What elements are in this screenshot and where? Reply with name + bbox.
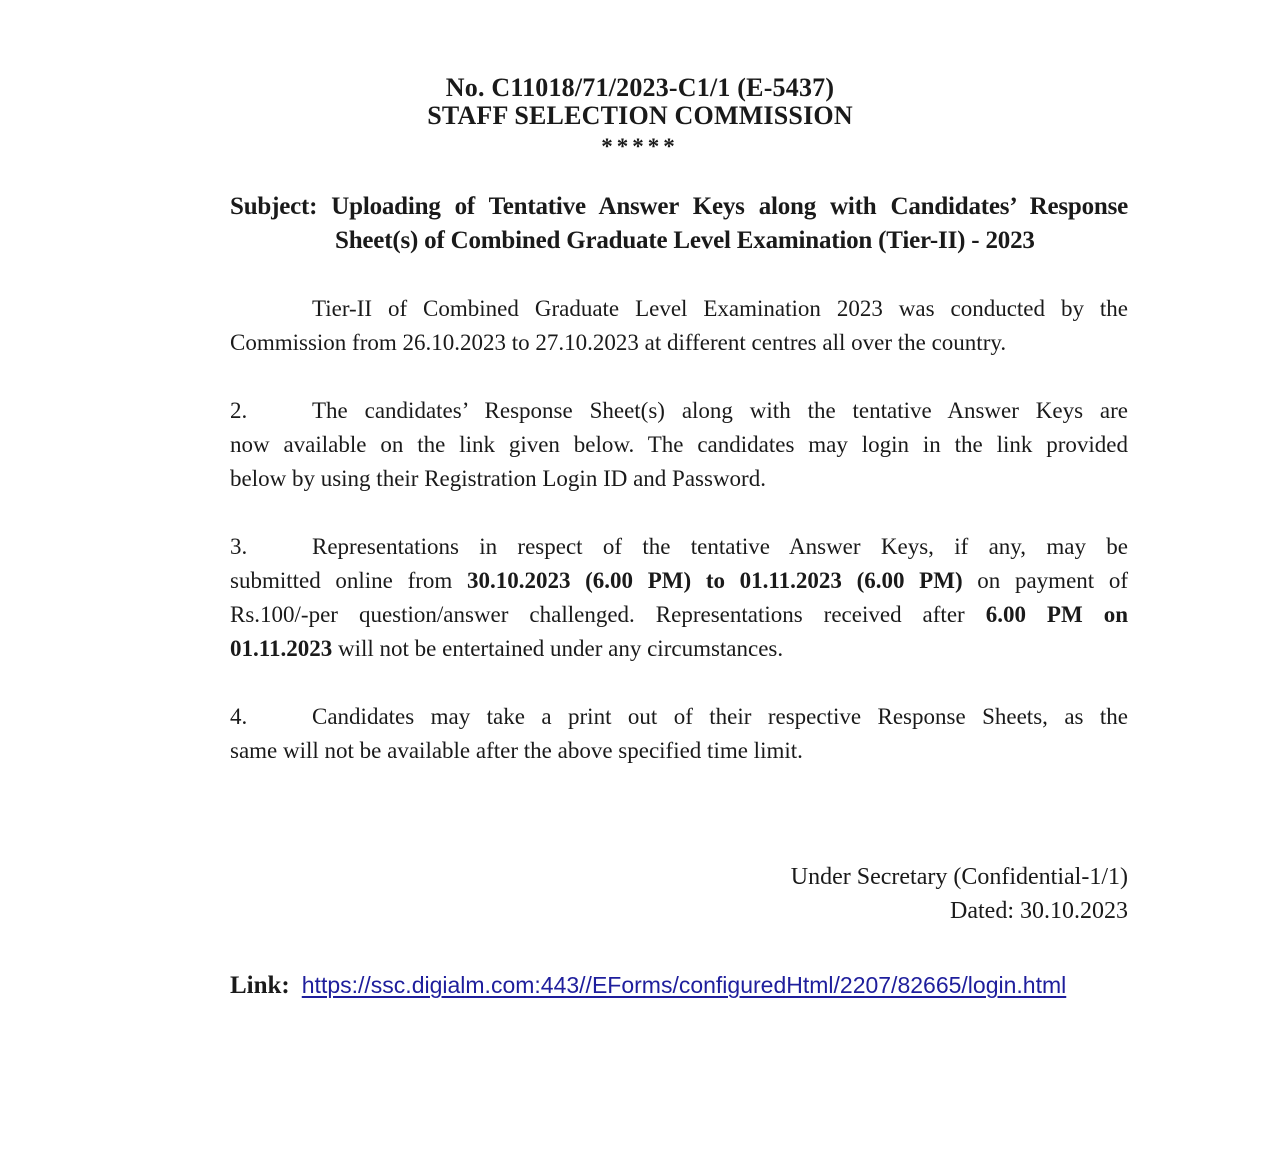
subject-line-2: Sheet(s) of Combined Graduate Level Examination (Tier-II) - 2023 [335, 227, 1035, 254]
paragraph [230, 700, 1128, 768]
text-segment: Candidates may take a print out of their respective Response Sheets, as the [312, 704, 1128, 729]
text-segment: on payment of [962, 568, 1129, 593]
text-segment: Tier-II of Combined Graduate Level Examination 2023 was conducted by the [312, 296, 1128, 321]
bold-text: 6.00 PM on [985, 602, 1128, 627]
body-paragraphs [230, 292, 1128, 768]
text-line [230, 326, 1128, 360]
text-line [230, 564, 1128, 598]
paragraph [230, 292, 1128, 360]
subject-block [230, 190, 1128, 258]
organization-name: STAFF SELECTION COMMISSION [427, 101, 853, 130]
text-line [230, 598, 1128, 632]
paragraph [230, 394, 1128, 496]
text-segment: same will not be available after the above specified time limit. [230, 738, 803, 763]
paragraph-number: 3. [230, 534, 248, 559]
document-link[interactable]: https://ssc.digialm.com:443//EForms/configuredHtml/2207/82665/login.html [301, 972, 1067, 998]
text-line [230, 394, 1128, 428]
paragraph [230, 530, 1128, 666]
link-label: Link: [230, 972, 290, 999]
signature-title: Under Secretary (Confidential-1/1) [790, 864, 1128, 890]
paragraph-number: 4. [230, 704, 248, 729]
text-line [230, 700, 1128, 734]
text-segment: below by using their Registration Login ID and Password. [230, 466, 766, 491]
document-body [230, 190, 1128, 1003]
text-segment: Commission from 26.10.2023 to 27.10.2023 at different centres all over the country. [230, 330, 1007, 355]
text-line [230, 462, 1128, 496]
link-row [230, 968, 1128, 1003]
reference-number: No. C11018/71/2023-C1/1 (E-5437) [445, 73, 835, 102]
signature-date: Dated: 30.10.2023 [950, 898, 1128, 924]
separator-stars: ***** [601, 134, 679, 159]
document-header [0, 0, 1280, 159]
text-line [230, 292, 1128, 326]
text-line [230, 428, 1128, 462]
bold-text: 01.11.2023 [230, 636, 333, 661]
signature-block [230, 860, 1128, 928]
bold-text: 30.10.2023 (6.00 PM) to 01.11.2023 (6.00 PM) [466, 568, 963, 593]
text-segment: Rs.100/-per question/answer challenged. Representations received after [230, 602, 986, 627]
text-segment: will not be entertained under any circumstances. [332, 636, 784, 661]
text-segment: Representations in respect of the tentative Answer Keys, if any, may be [312, 534, 1128, 559]
text-segment: submitted online from [230, 568, 467, 593]
paragraph-number: 2. [230, 398, 248, 423]
text-line [230, 632, 1128, 666]
text-segment: The candidates’ Response Sheet(s) along with the tentative Answer Keys are [312, 398, 1128, 423]
text-line [230, 530, 1128, 564]
subject-line-1: Subject: Uploading of Tentative Answer Keys along with Candidates’ Response [230, 193, 1128, 220]
text-line [230, 734, 1128, 768]
text-segment: now available on the link given below. The candidates may login in the link provided [230, 432, 1128, 457]
